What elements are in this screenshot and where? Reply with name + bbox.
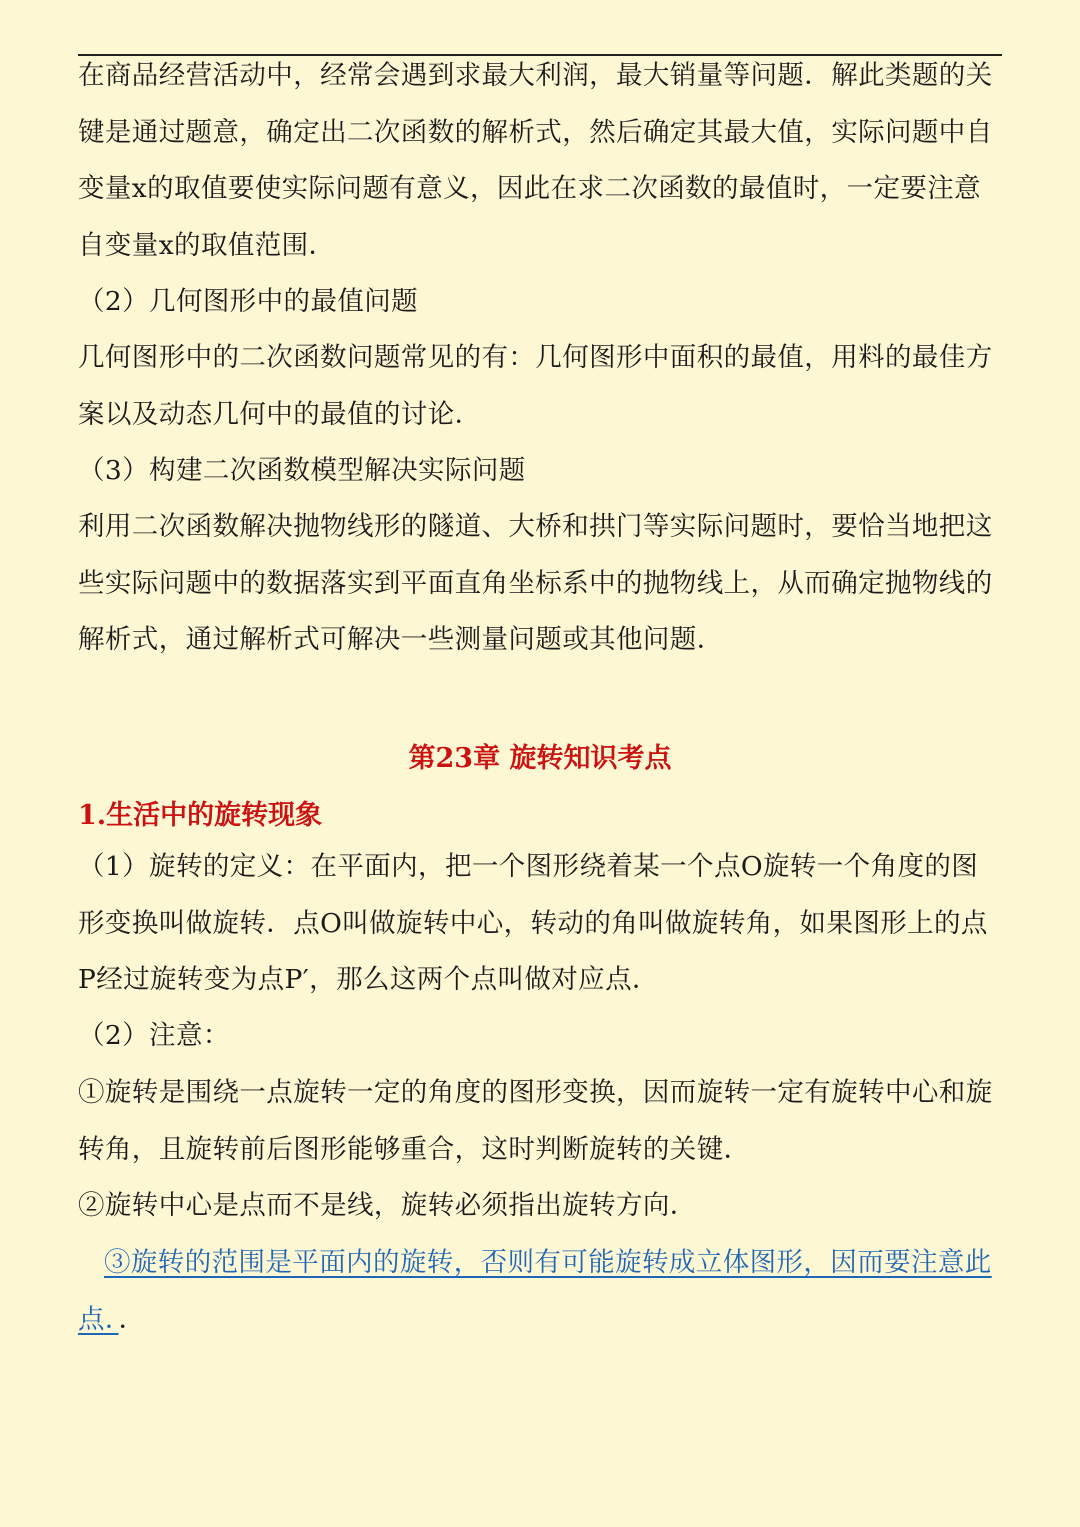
section-title: 1.生活中的旋转现象: [78, 800, 323, 831]
chapter-title: 第23章 旋转知识考点: [408, 743, 672, 774]
item2-heading: （2）几何图形中的最值问题: [78, 286, 419, 317]
paragraph-sales-max: 在商品经营活动中，经常会遇到求最大利润，最大销量等问题．解此类题的关键是通过题意，确定出二次函数的解析式，然后确定其最大值，实际问题中自变量x的取值要使实际问题有意义，因此在求二次函数的最值时，一定要注意自变量x的取值范围．: [78, 60, 993, 261]
note-1: ①旋转是围绕一点旋转一定的角度的图形变换，因而旋转一定有旋转中心和旋转角，且旋转前后图形能够重合，这时判断旋转的关键．: [78, 1077, 993, 1165]
note-3-link[interactable]: [78, 1235, 1003, 1348]
note-3-trailing-period: ．: [118, 1303, 146, 1335]
note-heading: （2）注意：: [78, 1020, 230, 1051]
item3-heading: （3）构建二次函数模型解决实际问题: [78, 455, 526, 486]
rotation-definition: （1）旋转的定义：在平面内，把一个图形绕着某一个点O旋转一个角度的图形变换叫做旋转．点O叫做旋转中心，转动的角叫做旋转角，如果图形上的点P经过旋转变为点P′，那么这两个点叫做对应点．: [78, 851, 988, 995]
note-2: ②旋转中心是点而不是线，旋转必须指出旋转方向．: [78, 1190, 697, 1221]
item3-body: 利用二次函数解决抛物线形的隧道、大桥和拱门等实际问题时，要恰当地把这些实际问题中的数据落实到平面直角坐标系中的抛物线上，从而确定抛物线的解析式，通过解析式可解决一些测量问题或其他问题．: [78, 511, 993, 655]
note-3-text[interactable]: ③旋转的范围是平面内的旋转，否则有可能旋转成立体图形，因而要注意此点．: [78, 1247, 992, 1335]
item2-body: 几何图形中的二次函数问题常见的有：几何图形中面积的最值，用料的最佳方案以及动态几何中的最值的讨论．: [78, 342, 993, 430]
